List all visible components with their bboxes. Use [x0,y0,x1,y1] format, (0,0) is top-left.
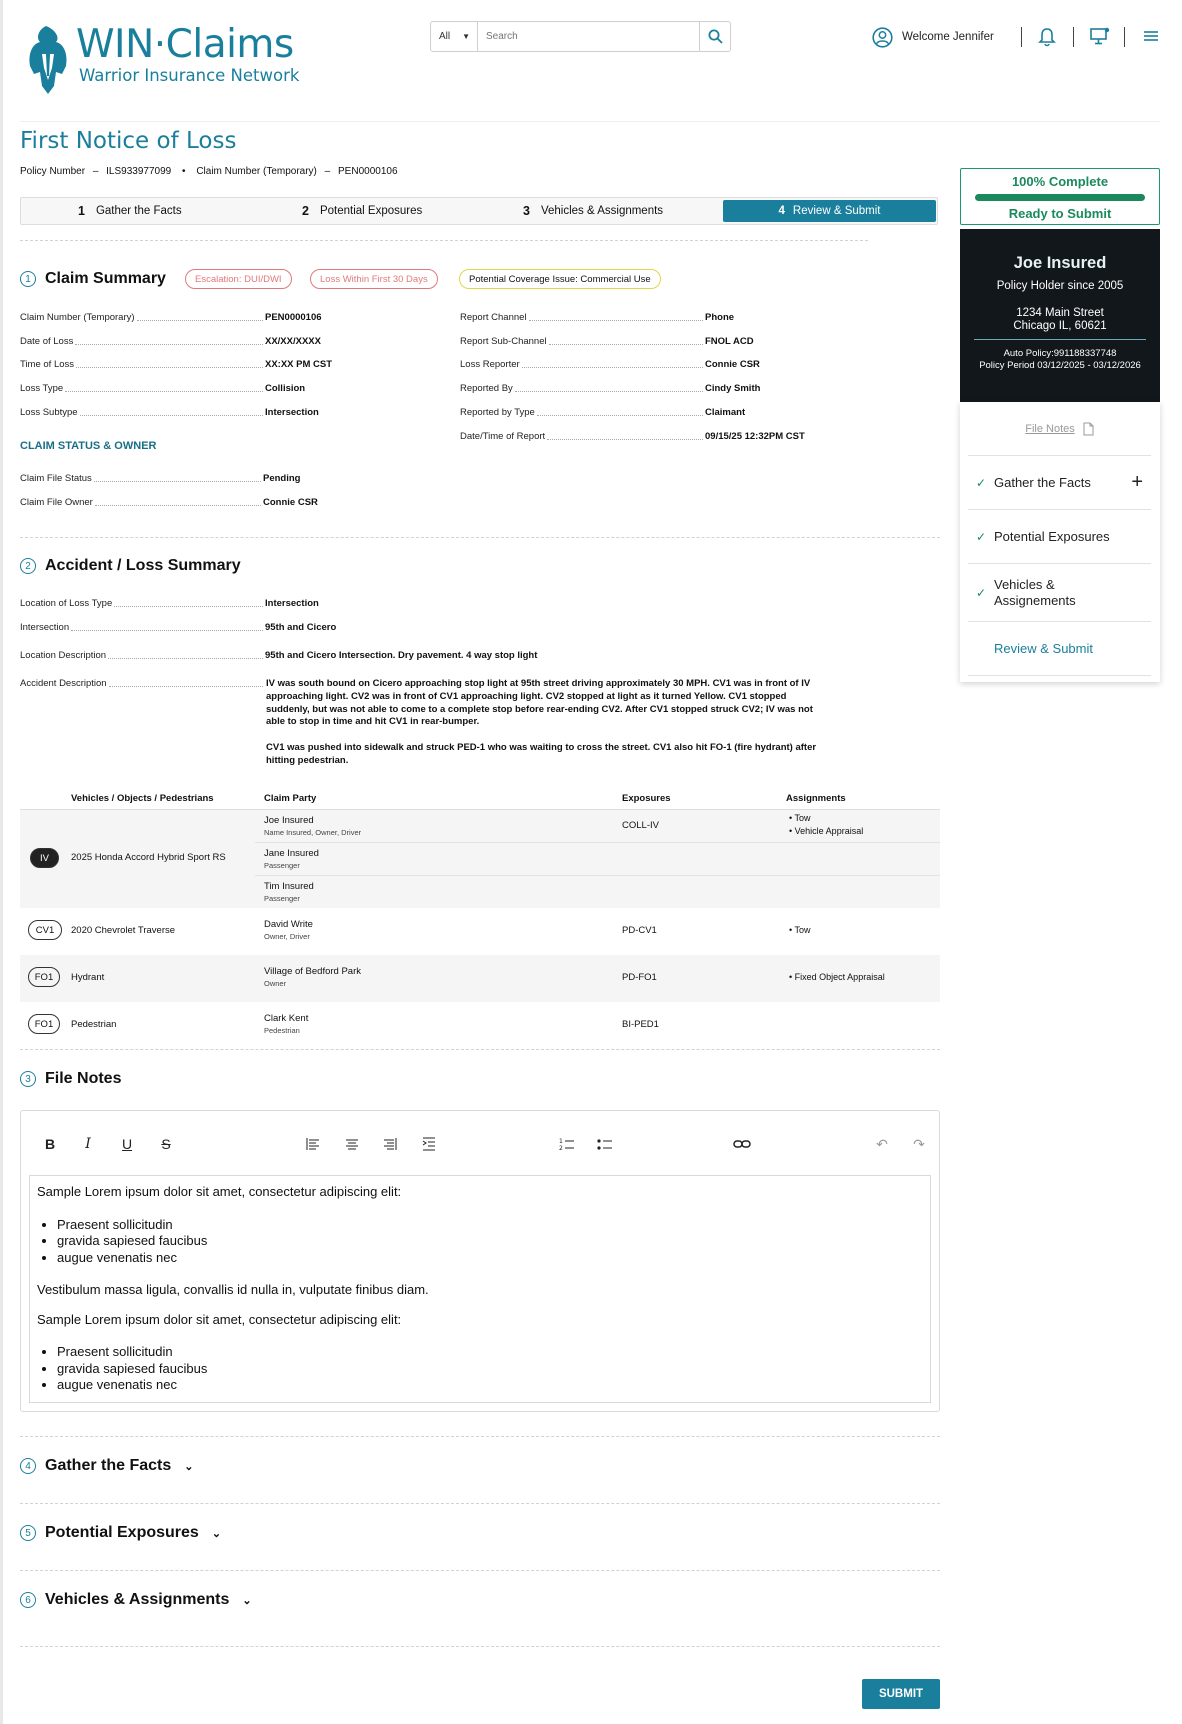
strikethrough-button[interactable]: S [161,1136,171,1152]
claim-field: Time of Loss XX:XX PM CST [20,359,333,371]
logo-title: WIN·Claims [76,22,294,67]
side-navigation [960,402,1160,682]
accident-description-label: Accident Description [20,678,265,689]
section-number: 6 [20,1592,36,1608]
exposure: BI-PED1 [622,1019,659,1030]
step-potential-exposures[interactable] [302,204,422,218]
card-divider [974,339,1146,340]
holder-policy: Auto Policy:991188337748 [1003,348,1117,359]
caret-down-icon: ▼ [462,32,471,41]
divider [20,240,868,241]
step-number: 1 [78,204,85,218]
status-field: Claim File Owner Connie CSR [20,496,318,508]
bullet-list-icon [597,1137,613,1151]
notes-paragraph: Sample Lorem ipsum dolor sit amet, consectetur adipiscing elit: [37,1184,402,1199]
vehicle-tag-cv1: CV1 [28,920,62,940]
nav-gather-facts[interactable] [968,456,1151,510]
bullet-list-button[interactable] [594,1133,616,1155]
progress-fill [975,194,1145,201]
chevron-down-icon: ⌄ [242,1594,252,1607]
divider [20,1570,940,1571]
undo-button[interactable] [871,1133,893,1155]
section-title: Accident / Loss Summary [45,557,241,574]
accident-field: Location Description 95th and Cicero Intersection. Dry pavement. 4 way stop light [20,650,538,661]
claim-field: Date of Loss XX/XX/XXXX [20,335,321,347]
status-field: Claim File Status Pending [20,473,301,484]
pedestrian-tag: FO1 [28,1014,60,1034]
nav-label: Review & Submit [994,641,1093,656]
divider [20,1436,940,1437]
indent-icon [422,1137,436,1151]
step-label: Gather the Facts [95,205,182,217]
notes-paragraph: Sample Lorem ipsum dolor sit amet, consectetur adipiscing elit: [37,1311,402,1327]
numbered-list-button[interactable] [556,1133,578,1155]
claim-party: Village of Bedford Park Owner [264,966,361,988]
notifications-button[interactable] [1038,27,1056,52]
accident-summary-heading [20,557,241,575]
divider [20,1503,940,1504]
column-header: Vehicles / Objects / Pedestrians [71,793,214,804]
plus-icon[interactable]: + [1131,471,1143,493]
nav-potential-exposures[interactable] [968,510,1151,564]
page-left-border [0,0,3,1724]
file-notes-link[interactable] [968,402,1151,456]
header-divider [1124,27,1125,47]
nav-label: Potential Exposures [994,529,1110,544]
section-number: 5 [20,1525,36,1541]
escalation-badge: Escalation: DUI/DWI [185,269,292,289]
check-icon: ✓ [975,529,987,544]
wizard-stepper [20,197,938,225]
indent-button[interactable] [418,1133,440,1155]
search-icon [708,29,723,44]
step-review-submit[interactable] [723,200,936,222]
accident-field: Intersection 95th and Cicero [20,622,337,633]
exposure: PD-FO1 [622,972,657,983]
check-icon: ✓ [975,585,987,600]
assignments-list: • Fixed Object Appraisal [789,972,885,982]
section-number: 4 [20,1458,36,1474]
step-vehicles-assignments[interactable] [523,204,663,218]
step-label: Potential Exposures [319,205,423,217]
submit-button[interactable]: SUBMIT [862,1679,940,1709]
logo[interactable] [26,24,306,96]
divider [20,1049,940,1050]
claim-number-value: PEN0000106 [338,166,398,177]
policy-holder-card [960,229,1160,402]
header-divider [1021,27,1022,47]
header-divider-line [20,121,1160,122]
pedestrian-name: Pedestrian [71,1019,117,1030]
column-header: Claim Party [264,793,317,804]
bold-button[interactable]: B [44,1136,56,1152]
report-field: Reported By Cindy Smith [460,383,761,395]
claim-party: Tim Insured Passenger [264,881,314,903]
numbered-list-icon [559,1137,575,1151]
progress-status: Ready to Submit [1008,206,1112,221]
search-button[interactable] [699,22,730,51]
table-row[interactable] [20,1002,940,1046]
object-tag-fo1: FO1 [28,967,60,987]
assignments-list: • Tow [789,925,811,935]
exposure: PD-CV1 [622,925,657,936]
claim-party: Clark Kent Pedestrian [264,1013,309,1035]
gather-facts-section-toggle[interactable] [20,1457,193,1475]
svg-text:1: 1 [559,1138,563,1145]
step-number: 3 [523,204,530,218]
notes-list: • Praesent sollicitudin • gravida sapiesed faucibus • augue venenatis nec [57,1344,923,1394]
align-left-button[interactable] [302,1133,324,1155]
progress-bar [975,194,1145,201]
report-field: Loss Reporter Connie CSR [460,359,760,371]
section-title: Gather the Facts [45,1457,172,1474]
vehicles-assignments-section-toggle[interactable] [20,1591,252,1609]
step-label: Vehicles & Assignments [540,205,664,217]
vehicle-name: 2025 Honda Accord Hybrid Sport RS [71,852,226,863]
notes-paragraph: Vestibulum massa ligula, convallis id nulla in, vulputate finibus diam. [37,1282,429,1297]
vehicle-tag-iv: IV [30,848,59,868]
report-field: Reported by Type Claimant [460,406,746,418]
column-header: Assignments [786,793,846,804]
holder-address-line2: Chicago IL, 60621 [1013,320,1107,332]
chevron-down-icon: ⌄ [211,1527,222,1540]
claim-number-label: Claim Number (Temporary) [196,166,317,177]
object-name: Hydrant [71,972,105,983]
section-title: Potential Exposures [45,1524,199,1541]
progress-card [960,168,1160,225]
coverage-issue-badge: Potential Coverage Issue: Commercial Use [459,269,661,289]
claim-party: Jane Insured Passenger [264,848,319,870]
search-scope-value: All [439,31,451,42]
hamburger-menu-icon [1143,29,1159,43]
check-icon: ✓ [975,475,987,490]
search-scope-select[interactable] [431,22,478,51]
svg-text:2: 2 [559,1145,563,1151]
claim-party: David Write Owner, Driver [264,919,313,941]
holder-since: Policy Holder since 2005 [996,280,1124,292]
progress-percent: 100% Complete [1011,174,1109,189]
nav-label: Gather the Facts [994,475,1091,490]
welcome-text: Welcome Jennifer [902,31,994,43]
desktop-button[interactable] [1090,27,1110,51]
align-right-icon [383,1137,397,1151]
accident-field: Location of Loss Type Intersection [20,598,319,609]
file-notes-heading [20,1070,121,1088]
section-title: Claim Summary [45,270,166,287]
search-bar [430,21,731,52]
rich-text-editor [20,1110,940,1412]
user-avatar-icon [872,27,893,48]
align-right-button[interactable] [379,1133,401,1155]
align-left-icon [306,1137,320,1151]
monitor-icon [1090,27,1110,46]
align-center-icon [345,1137,359,1151]
holder-name: Joe Insured [1013,254,1107,272]
step-label: Review & Submit [792,205,881,217]
step-number: 4 [778,205,785,217]
divider [20,1646,940,1647]
spartan-helmet-icon [26,24,70,96]
divider [20,537,940,538]
claim-status-heading: CLAIM STATUS & OWNER [20,440,157,452]
section-number: 3 [20,1071,36,1087]
align-center-button[interactable] [341,1133,363,1155]
section-number: 1 [20,271,36,287]
policy-number-label: Policy Number [20,166,86,177]
column-header: Exposures [622,793,671,804]
main-menu-button[interactable] [1143,29,1159,48]
underline-button[interactable]: U [121,1136,133,1152]
redo-button[interactable] [908,1133,930,1155]
nav-review-submit[interactable] [968,622,1151,676]
page-title: First Notice of Loss [20,128,237,154]
undo-icon: ↶ [876,1135,888,1152]
report-field: Report Sub-Channel FNOL ACD [460,335,754,347]
report-field: Report Channel Phone [460,312,735,323]
section-number: 2 [20,558,36,574]
claim-party: Joe Insured Name Insured, Owner, Driver [264,815,362,837]
accident-description-text: IV was south bound on Cicero approaching stop light at 95th street driving approximately 30 MPH. CV1 was in front of IV approaching light. CV2 was in front of CV1 approaching light. CV2 stopped at light as it turned Yellow. CV1 stopped suddenly, but was not able to come to a complete stop before rear-ending CV2. After CV1 stopped struck CV2; IV was not able to stop in time and hit CV1 in rear-bumper. CV1 was pushed into sidewalk and struck PED-1 who was waiting to cross the street. CV1 also hit FO-1 (fire hydrant) after hitting pedestrian. [266,678,817,766]
user-menu[interactable] [872,25,994,49]
chevron-down-icon: ⌄ [184,1460,194,1473]
document-icon [1083,422,1094,436]
vehicle-name: 2020 Chevrolet Traverse [71,925,176,936]
step-gather-facts[interactable] [78,204,182,218]
claim-summary-heading [20,270,166,288]
step-number: 2 [302,204,309,218]
policy-number-value: ILS933977099 [106,166,172,177]
claim-field: Loss Subtype Intersection [20,406,319,418]
assignments-list: • Tow • Vehicle Appraisal [789,813,864,836]
header-divider [1073,27,1074,47]
notes-text-area[interactable] [29,1175,931,1403]
nav-vehicles-assignments[interactable] [968,564,1151,622]
potential-exposures-section-toggle[interactable] [20,1524,221,1542]
holder-policy-period: Policy Period 03/12/2025 - 03/12/2026 [979,360,1141,371]
section-title: Vehicles & Assignments [45,1591,230,1608]
link-button[interactable] [731,1133,753,1155]
report-field: Date/Time of Report 09/15/25 12:32PM CST [460,430,805,442]
section-title: File Notes [45,1070,122,1087]
notes-list: • Praesent sollicitudin • gravida sapiesed faucibus • augue venenatis nec [57,1217,923,1267]
holder-address-line1: 1234 Main Street [1016,307,1104,319]
redo-icon: ↷ [913,1135,925,1152]
search-input[interactable] [478,22,699,51]
italic-button[interactable]: I [85,1136,91,1152]
claim-meta: Policy Number – ILS933977099 • Claim Number (Temporary) – PEN0000106 [20,166,398,177]
file-notes-label: File Notes [1025,422,1075,435]
claim-field: Loss Type Collision [20,383,306,395]
link-icon [733,1138,751,1150]
nav-label: Vehicles & Assignements [994,576,1076,608]
claim-field: Claim Number (Temporary) PEN0000106 [20,312,322,323]
bell-icon [1038,27,1056,47]
exposure: COLL-IV [622,820,659,831]
loss-30-days-badge: Loss Within First 30 Days [310,269,438,289]
logo-subtitle: Warrior Insurance Network [79,66,300,85]
